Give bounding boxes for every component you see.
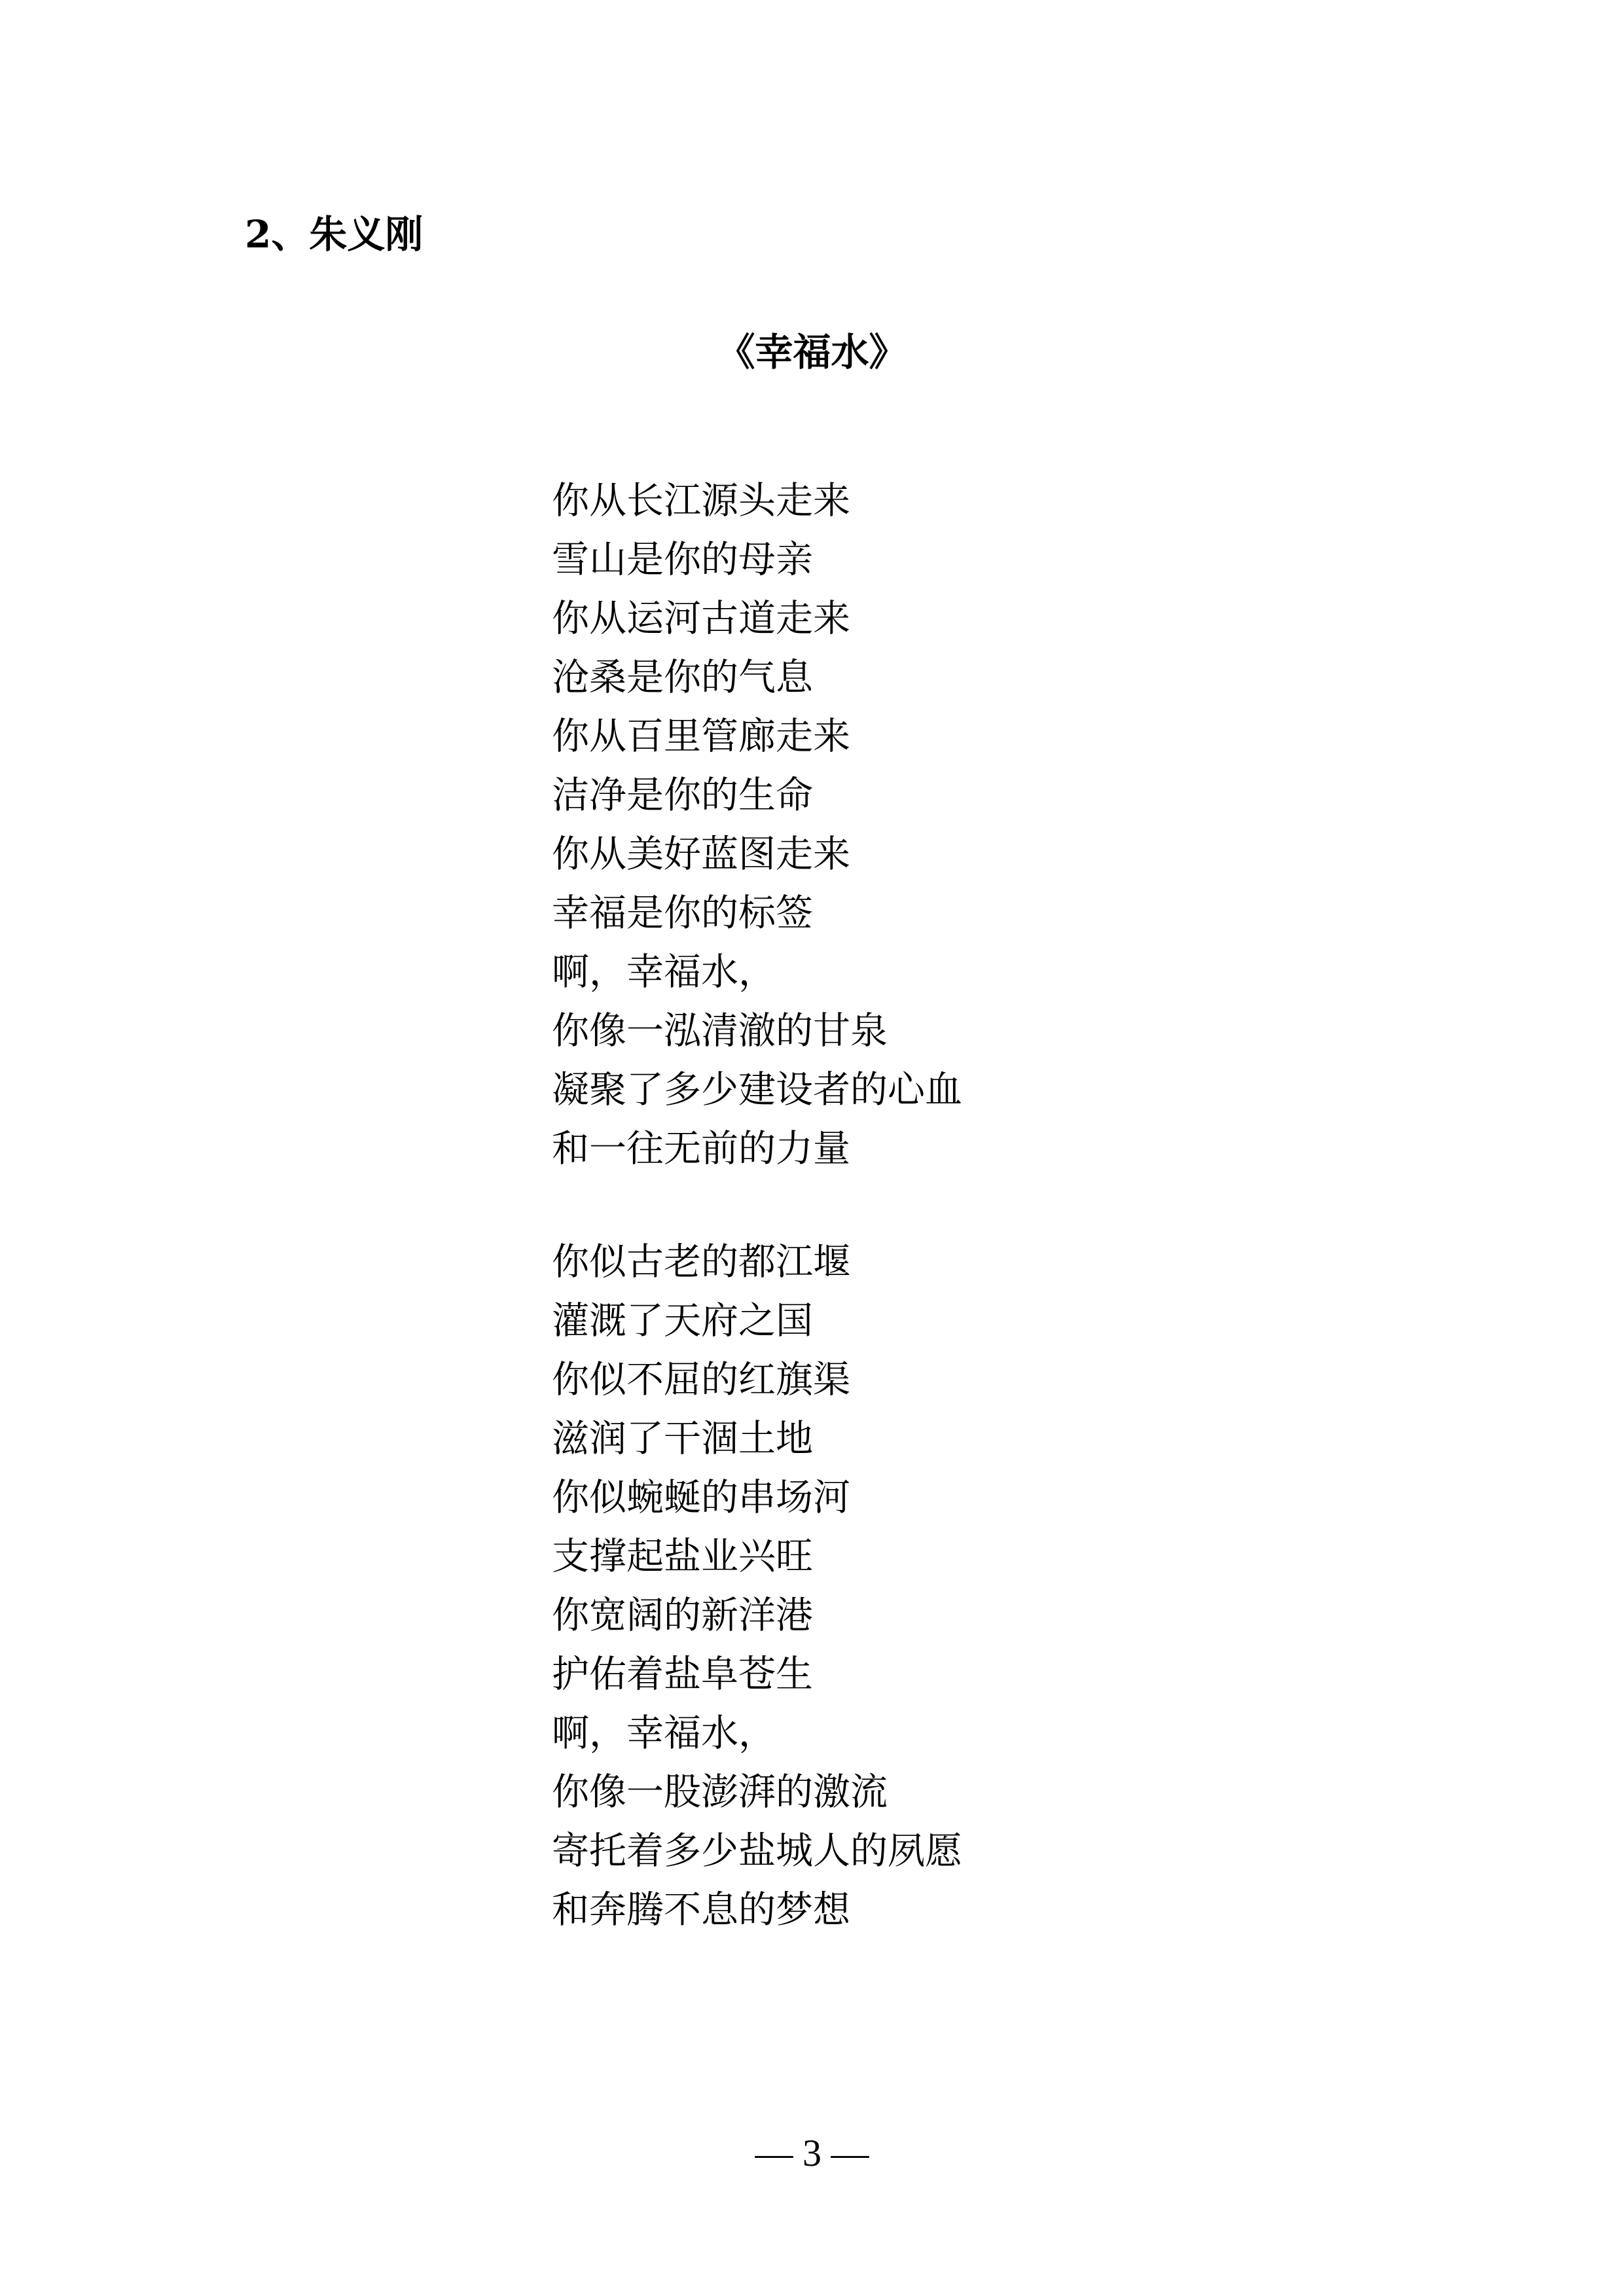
- poem-line: 和奔腾不息的梦想: [552, 1888, 850, 1931]
- poem-line: 滋润了干涸土地: [552, 1417, 813, 1460]
- poem-line: 雪山是你的母亲: [552, 538, 813, 581]
- poem-line: 凝聚了多少建设者的心血: [552, 1068, 962, 1111]
- section-heading: 2、朱义刚: [245, 212, 424, 257]
- poem-line: 灌溉了天府之国: [552, 1299, 813, 1342]
- poem-line: 你像一泓清澈的甘泉: [552, 1009, 888, 1052]
- poem-title: 《幸福水》: [717, 330, 907, 374]
- poem-line: 你从长江源头走来: [552, 479, 850, 522]
- poem-line: 洁净是你的生命: [552, 774, 813, 817]
- poem-line: 沧桑是你的气息: [552, 656, 813, 699]
- poem-line: 你像一股澎湃的激流: [552, 1770, 888, 1814]
- poem-line: 和一往无前的力量: [552, 1127, 850, 1170]
- poem-line: 你从美好蓝图走来: [552, 833, 850, 876]
- poem-line: 你似蜿蜒的串场河: [552, 1476, 850, 1519]
- poem-line: 幸福是你的标签: [552, 891, 813, 935]
- poem-stanza-1: [552, 471, 962, 1178]
- poem-line: 你从百里管廊走来: [552, 715, 850, 758]
- poem-line: 寄托着多少盐城人的夙愿: [552, 1829, 962, 1873]
- poem-line: 你似不屈的红旗渠: [552, 1358, 850, 1401]
- poem-line: 啊，幸福水，: [552, 1712, 776, 1755]
- poem-title-row: [0, 326, 1624, 378]
- poem-line: 你宽阔的新洋港: [552, 1594, 813, 1637]
- poem-line: 啊，幸福水，: [552, 950, 776, 994]
- poem-line: 支撑起盐业兴旺: [552, 1535, 813, 1578]
- poem-line: 护佑着盐阜苍生: [552, 1653, 813, 1696]
- page-number: — 3 —: [755, 2132, 869, 2174]
- poem-line: 你似古老的都江堰: [552, 1240, 850, 1283]
- poem-stanza-2: [552, 1232, 962, 1939]
- poem-line: 你从运河古道走来: [552, 597, 850, 640]
